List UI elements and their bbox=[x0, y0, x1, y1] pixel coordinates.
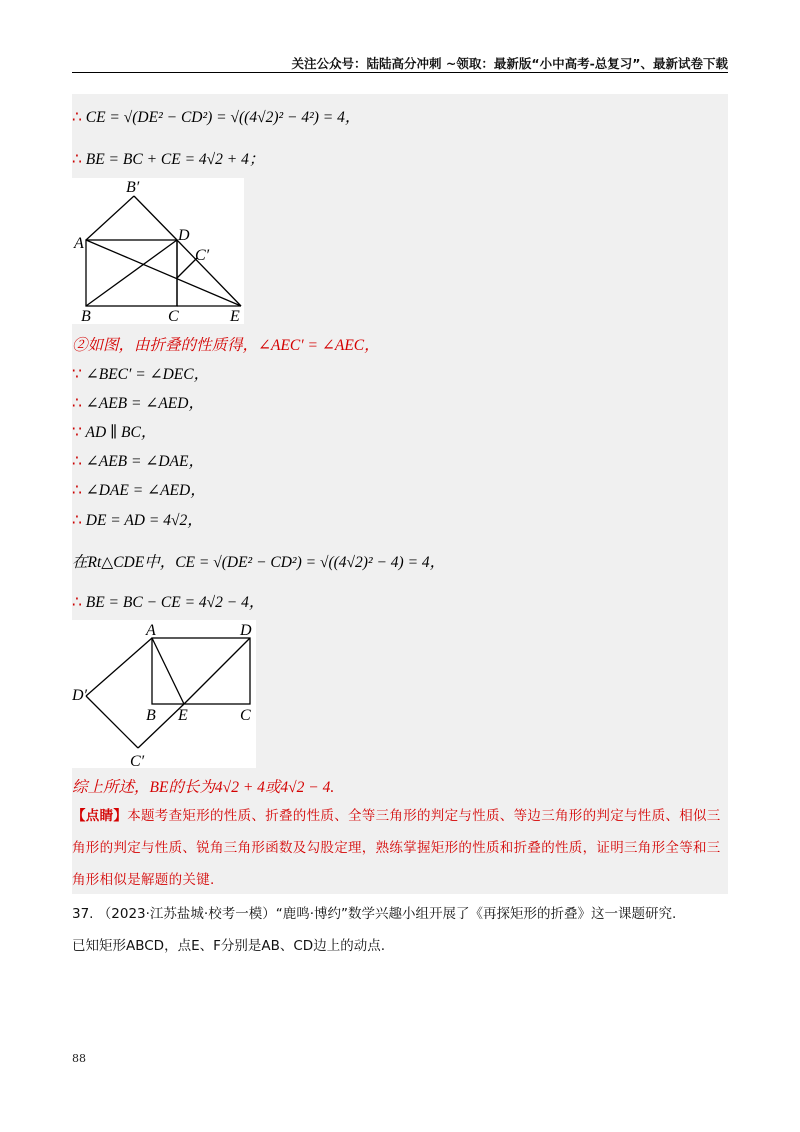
label-a: A bbox=[74, 235, 84, 252]
solution-expression: AD ∥ BC， bbox=[85, 424, 157, 441]
solution-line-4 bbox=[72, 365, 209, 385]
figure-1 bbox=[72, 178, 244, 324]
label-e: E bbox=[178, 707, 188, 724]
therefore-symbol: ∴ bbox=[72, 109, 82, 126]
label-c-prime: C′ bbox=[195, 247, 210, 264]
figure-1-diagram bbox=[72, 178, 244, 324]
label-c: C bbox=[240, 707, 251, 724]
solution-line-7 bbox=[72, 452, 204, 472]
solution-line-2 bbox=[72, 150, 264, 170]
solution-expression: BE = BC − CE = 4√2 − 4， bbox=[85, 594, 265, 611]
label-b-prime: B′ bbox=[126, 179, 140, 196]
because-symbol: ∵ bbox=[72, 366, 82, 383]
solution-expression: ∠DAE = ∠AED， bbox=[85, 482, 206, 499]
solution-line-10 bbox=[72, 553, 445, 573]
label-c: C bbox=[168, 308, 179, 324]
therefore-symbol: ∴ bbox=[72, 453, 82, 470]
solution-expression: 在Rt△CDE中，CE = √(DE² − CD²) = √((4√2)² − 4) = 4， bbox=[72, 554, 446, 571]
therefore-symbol: ∴ bbox=[72, 395, 82, 412]
therefore-symbol: ∴ bbox=[72, 482, 82, 499]
therefore-symbol: ∴ bbox=[72, 512, 82, 529]
therefore-symbol: ∴ bbox=[72, 151, 82, 168]
problem-line-2: 已知矩形ABCD，点E、F分别是AB、CD边上的动点. bbox=[72, 938, 385, 954]
solution-line-1 bbox=[72, 108, 360, 128]
page-header: 关注公众号：陆陆高分冲刺 ~领取：最新版“小中高考-总复习”、最新试卷下载 bbox=[291, 56, 728, 71]
solution-line-12 bbox=[72, 778, 334, 798]
label-d: D bbox=[178, 227, 190, 244]
solution-line-9 bbox=[72, 511, 203, 531]
solution-line-8 bbox=[72, 481, 206, 501]
label-b: B bbox=[146, 707, 156, 724]
label-b: B bbox=[81, 308, 91, 324]
page-number: 88 bbox=[72, 1052, 86, 1065]
solution-expression: DE = AD = 4√2， bbox=[85, 512, 203, 529]
solution-expression: ∠AEB = ∠DAE， bbox=[85, 453, 204, 470]
solution-line-6 bbox=[72, 423, 156, 443]
label-d-prime: D′ bbox=[72, 687, 88, 704]
comment-text: 本题考查矩形的性质、折叠的性质、全等三角形的判定与性质、等边三角形的判定与性质、相似三角形的判定与性质、锐角三角形函数及勾股定理，熟练掌握矩形的性质和折叠的性质，证明三角形全等和三角形相似是解题的关键. bbox=[72, 808, 721, 888]
solution-line-5 bbox=[72, 394, 204, 414]
solution-expression: ②如图，由折叠的性质得，∠AEC′ = ∠AEC， bbox=[72, 337, 380, 354]
header-divider bbox=[72, 72, 728, 73]
figure-2-diagram bbox=[72, 620, 256, 768]
therefore-symbol: ∴ bbox=[72, 594, 82, 611]
problem-line-1: 37. （2023·江苏盐城·校考一模）“鹿鸣·博约”数学兴趣小组开展了《再探矩形的折叠》这一课题研究. bbox=[72, 906, 677, 922]
solution-line-3 bbox=[72, 336, 380, 356]
solution-line-11 bbox=[72, 593, 264, 613]
problem-37 bbox=[72, 898, 728, 962]
solution-conclusion: 综上所述，BE的长为4√2 + 4或4√2 − 4. bbox=[72, 779, 335, 796]
label-d: D bbox=[240, 622, 252, 639]
label-c-prime: C′ bbox=[130, 753, 145, 768]
solution-expression: ∠AEB = ∠AED， bbox=[85, 395, 204, 412]
solution-expression: BE = BC + CE = 4√2 + 4； bbox=[85, 151, 265, 168]
figure-2 bbox=[72, 620, 256, 768]
comment-tag: 【点睛】 bbox=[72, 808, 128, 824]
solution-expression: ∠BEC′ = ∠DEC， bbox=[85, 366, 210, 383]
because-symbol: ∵ bbox=[72, 424, 82, 441]
solution-expression: CE = √(DE² − CD²) = √((4√2)² − 4²) = 4， bbox=[85, 109, 361, 126]
label-e: E bbox=[230, 308, 240, 324]
comment-block bbox=[72, 800, 728, 896]
label-a: A bbox=[146, 622, 156, 639]
